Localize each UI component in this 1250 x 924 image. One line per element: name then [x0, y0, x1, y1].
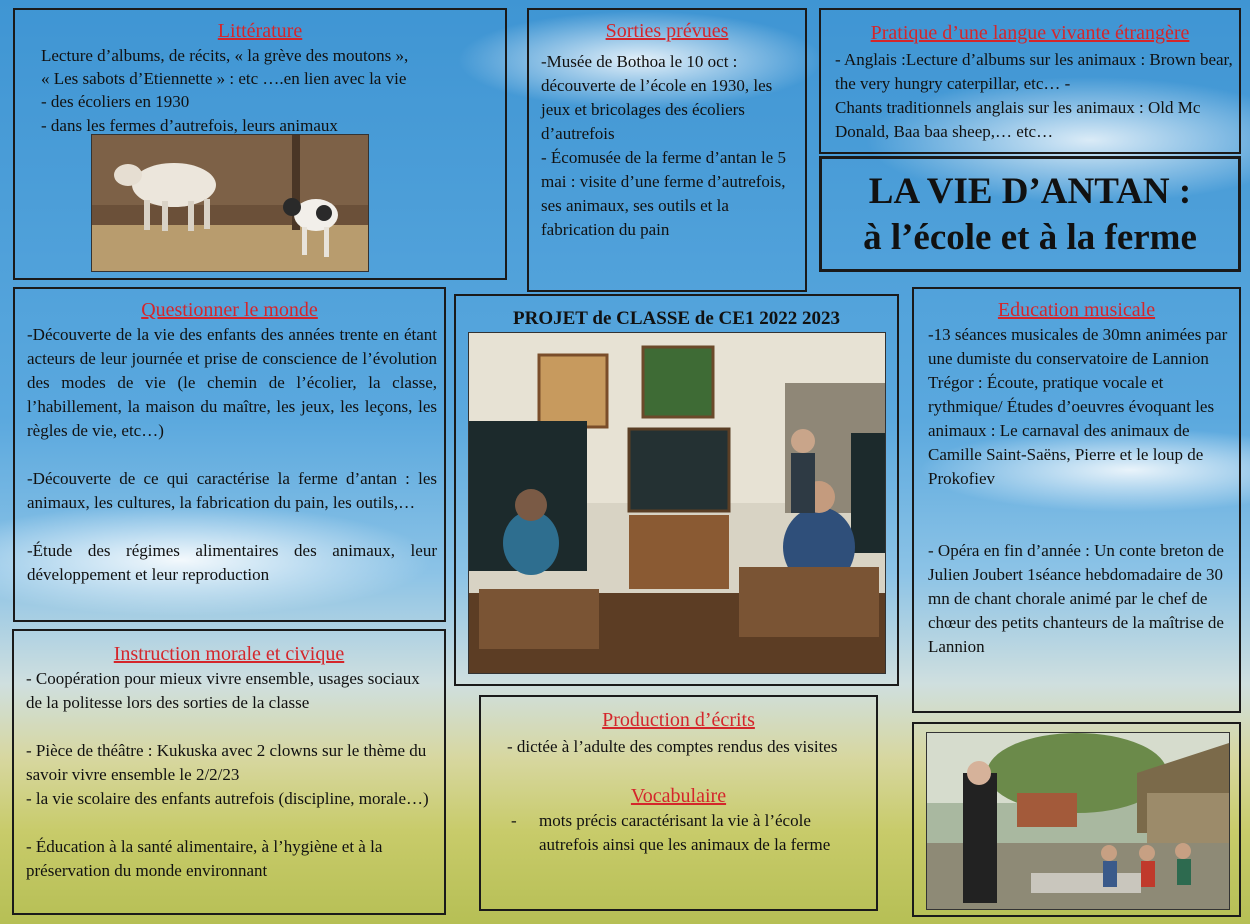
questionner-text1: -Découverte de la vie des enfants des années trente en étant acteurs de leur journée et prise de conscience de l’évolution des modes de vie (le chemin de l’écolier, la classe, l’habillement, la maison du maître, les jeux, les leçons, les règles de vie, etc…)	[27, 325, 437, 440]
musique-text2: - Opéra en fin d’année : Un conte breton de Julien Joubert 1séance hebdomadaire de 30 mn de chant chorale animé par le chef de chœur des petits chanteurs de la maîtrise de Lannion	[928, 541, 1224, 656]
musique-panel	[912, 287, 1241, 713]
farm-photo-frame	[912, 722, 1241, 917]
production-text1: - dictée à l’adulte des comptes rendus des visites	[507, 737, 838, 756]
production-heading: Production d’écrits	[602, 709, 755, 731]
litterature-bullet1: - des écoliers en 1930	[41, 92, 190, 111]
projet-panel	[454, 294, 899, 686]
vocabulaire-dash: -	[511, 811, 517, 830]
instruction-text1: - Coopération pour mieux vivre ensemble, usages sociaux de la politesse lors des sorties de la classe	[26, 669, 420, 712]
questionner-text3: -Étude des régimes alimentaires des animaux, leur développement et leur reproduction	[27, 541, 437, 584]
litterature-bullet2: - dans les fermes d’autrefois, leurs animaux	[41, 116, 338, 135]
page-title-line2: à l’école et à la ferme	[863, 217, 1197, 258]
musique-heading: Education musicale	[997, 299, 1156, 321]
questionner-heading: Questionner le monde	[141, 299, 318, 321]
musique-text1: -13 séances musicales de 30mn animées par une dumiste du conservatoire de Lannion Trégor : Écoute, pratique vocale et rythmique/ Études d’oeuvres évoquant les animaux : Le carnaval des animaux de Camille Saint-Saëns, Pierre et le loup de Prokofiev	[928, 325, 1228, 488]
litterature-panel	[13, 8, 507, 280]
sorties-text1: -Musée de Bothoa le 10 oct : découverte de l’école en 1930, les jeux et bricolages des écoliers d’autrefois	[541, 52, 773, 143]
sorties-text2: - Écomusée de la ferme d’antan le 5 mai : visite d’une ferme d’autrefois, ses animaux, ses outils et la fabrication du pain	[541, 148, 786, 239]
title-box	[819, 156, 1241, 272]
vocabulaire-heading: Vocabulaire	[630, 785, 727, 807]
langue-text1: - Anglais :Lecture d’albums sur les animaux : Brown bear, the very hungry caterpillar, etc… -	[835, 50, 1233, 93]
questionner-panel	[13, 287, 446, 622]
farm-photo	[926, 732, 1230, 910]
litterature-heading: Littérature	[217, 20, 303, 42]
page-title-line1: LA VIE D’ANTAN :	[868, 171, 1192, 212]
instruction-text2: - Pièce de théâtre : Kukuska avec 2 clowns sur le thème du savoir vivre ensemble le 2/2/23	[26, 741, 427, 784]
litterature-line1: Lecture d’albums, de récits, « la grève des moutons »,	[41, 46, 409, 65]
langue-panel	[819, 8, 1241, 154]
vocabulaire-text: mots précis caractérisant la vie à l’école autrefois ainsi que les animaux de la ferme	[539, 811, 831, 854]
langue-heading: Pratique d’une langue vivante étrangère	[870, 22, 1190, 44]
instruction-heading: Instruction morale et civique	[113, 643, 345, 665]
instruction-text3: - la vie scolaire des enfants autrefois (discipline, morale…)	[26, 789, 429, 808]
instruction-text4: - Éducation à la santé alimentaire, à l’hygiène et à la préservation du monde environnant	[26, 837, 383, 880]
litterature-line2: « Les sabots d’Etiennette » : etc ….en lien avec la vie	[41, 69, 407, 88]
sorties-heading: Sorties prévues	[605, 20, 729, 42]
langue-text2: Chants traditionnels anglais sur les animaux : Old Mc Donald, Baa baa sheep,… etc…	[835, 98, 1201, 141]
production-panel	[479, 695, 878, 911]
instruction-panel	[12, 629, 446, 915]
questionner-text2: -Découverte de ce qui caractérise la ferme d’antan : les animaux, les cultures, la fabrication du pain, les outils,…	[27, 469, 437, 512]
cows-photo	[91, 134, 369, 272]
sorties-panel	[527, 8, 807, 292]
projet-heading: PROJET de CLASSE de CE1 2022 2023	[513, 308, 840, 329]
classroom-photo	[468, 332, 886, 674]
